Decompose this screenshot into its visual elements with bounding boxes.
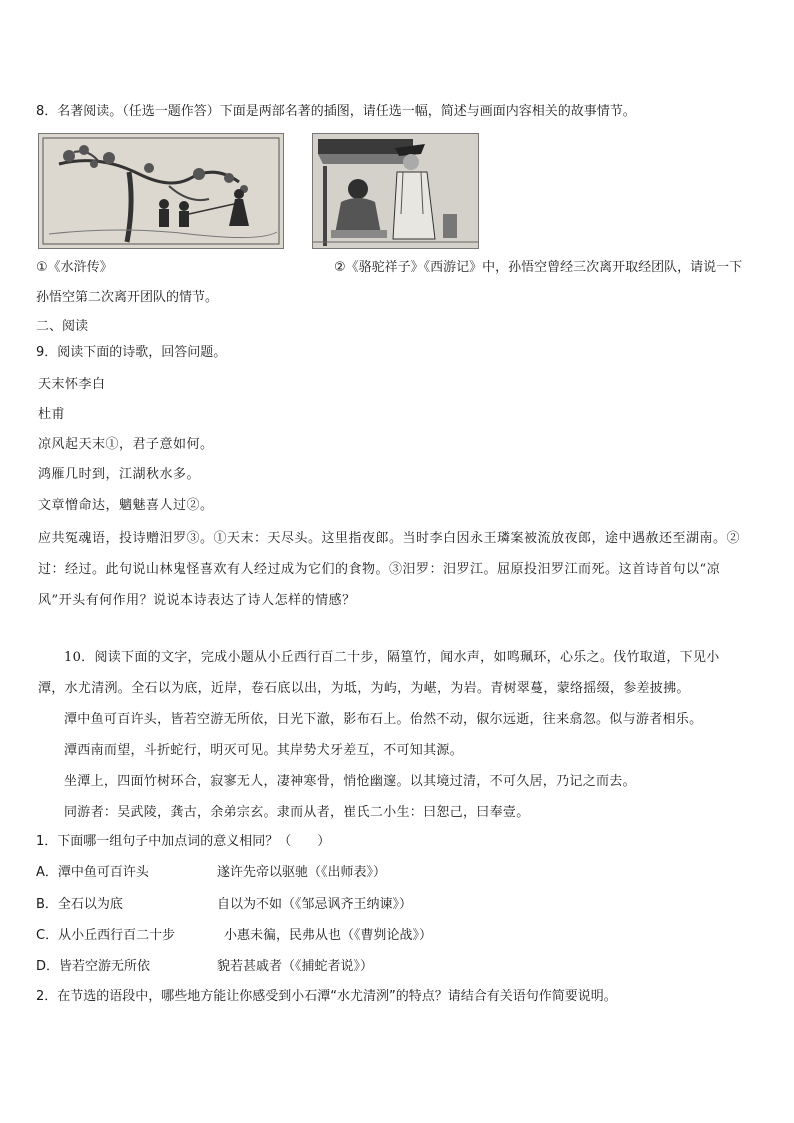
option-c-compare: 小惠未徧，民弗从也（《曹刿论战》） (224, 928, 433, 943)
q8-option-2-line1: ②《骆驼祥子》《西游记》中，孙悟空曾经三次离开取经团队，请说一下 (334, 260, 743, 275)
sub-question-1: 1．下面哪一组句子中加点词的意义相同？（ ） (36, 834, 331, 849)
poem-notes-line: 过：经过。此句说山林鬼怪喜欢有人经过成为它们的食物。③汨罗：汨罗江。屈原投汨罗江而死。这首诗首句以“凉 (38, 562, 721, 577)
sub-question-2: 2．在节选的语段中，哪些地方能让你感受到小石潭“水尤清洌”的特点？请结合有关语句作简要说明。 (36, 989, 617, 1004)
poem-notes-line: 风”开头有何作用？说说本诗表达了诗人怎样的情感？ (38, 593, 356, 608)
water-margin-illustration (38, 133, 284, 249)
option-b-compare: 自以为不如（《邹忌讽齐王纳谏》） (217, 897, 413, 912)
q9-header: 9．阅读下面的诗歌，回答问题。 (36, 345, 227, 360)
passage-paragraph: 同游者：吴武陵，龚古，余弟宗玄。隶而从者，崔氏二小生：曰恕己，曰奉壹。 (64, 805, 530, 820)
option-d-label: D．皆若空游无所依 (36, 959, 151, 974)
option-d-compare: 貌若甚戚者（《捕蛇者说》） (217, 959, 374, 974)
poem-author: 杜甫 (38, 407, 66, 422)
passage-paragraph: 坐潭上，四面竹树环合，寂寥无人，凄神寒骨，悄怆幽邃。以其境过清，不可久居，乃记之而去。 (64, 774, 636, 789)
camel-xiangzi-illustration (312, 133, 479, 249)
poem-line: 鸿雁几时到，江湖秋水多。 (38, 467, 201, 482)
q10-header: 10．阅读下面的文字，完成小题从小丘西行百二十步，隔篁竹，闻水声，如鸣珮环，心乐之。伐竹取道，下见小 (64, 650, 720, 665)
passage-paragraph: 潭西南而望，斗折蛇行，明灭可见。其岸势犬牙差互，不可知其源。 (64, 743, 464, 758)
poem-line: 凉风起天末①，君子意如何。 (38, 437, 214, 452)
option-c-label: C．从小丘西行百二十步 (36, 928, 176, 943)
option-b-label: B．全石以为底 (36, 897, 123, 912)
option-a-label: A．潭中鱼可百许头 (36, 865, 149, 880)
poem-notes-line: 应共冤魂语，投诗赠汨罗③。①天末：天尽头。这里指夜郎。当时李白因永王璘案被流放夜郎，途中遇赦还至湖南。② (38, 531, 741, 546)
option-a-compare: 遂许先帝以驱驰（《出师表》） (217, 865, 387, 880)
q8-header: 8．名著阅读。（任选一题作答）下面是两部名著的插图，请任选一幅，简述与画面内容相关的故事情节。 (36, 104, 636, 119)
q8-option-2-line2: 孙悟空第二次离开团队的情节。 (36, 290, 219, 305)
section-title-reading: 二、阅读 (36, 319, 89, 334)
passage-line: 潭，水尤清洌。全石以为底，近岸，卷石底以出，为坻，为屿，为嵁，为岩。青树翠蔓，蒙络摇缀，参差披拂。 (38, 681, 690, 696)
passage-paragraph: 潭中鱼可百许头，皆若空游无所依，日光下澈，影布石上。佁然不动，俶尔远逝，往来翕忽。似与游者相乐。 (64, 712, 703, 727)
poem-line: 文章憎命达，魑魅喜人过②。 (38, 498, 214, 513)
q8-option-1: ①《水浒传》 (36, 260, 113, 275)
poem-title: 天末怀李白 (38, 377, 106, 392)
